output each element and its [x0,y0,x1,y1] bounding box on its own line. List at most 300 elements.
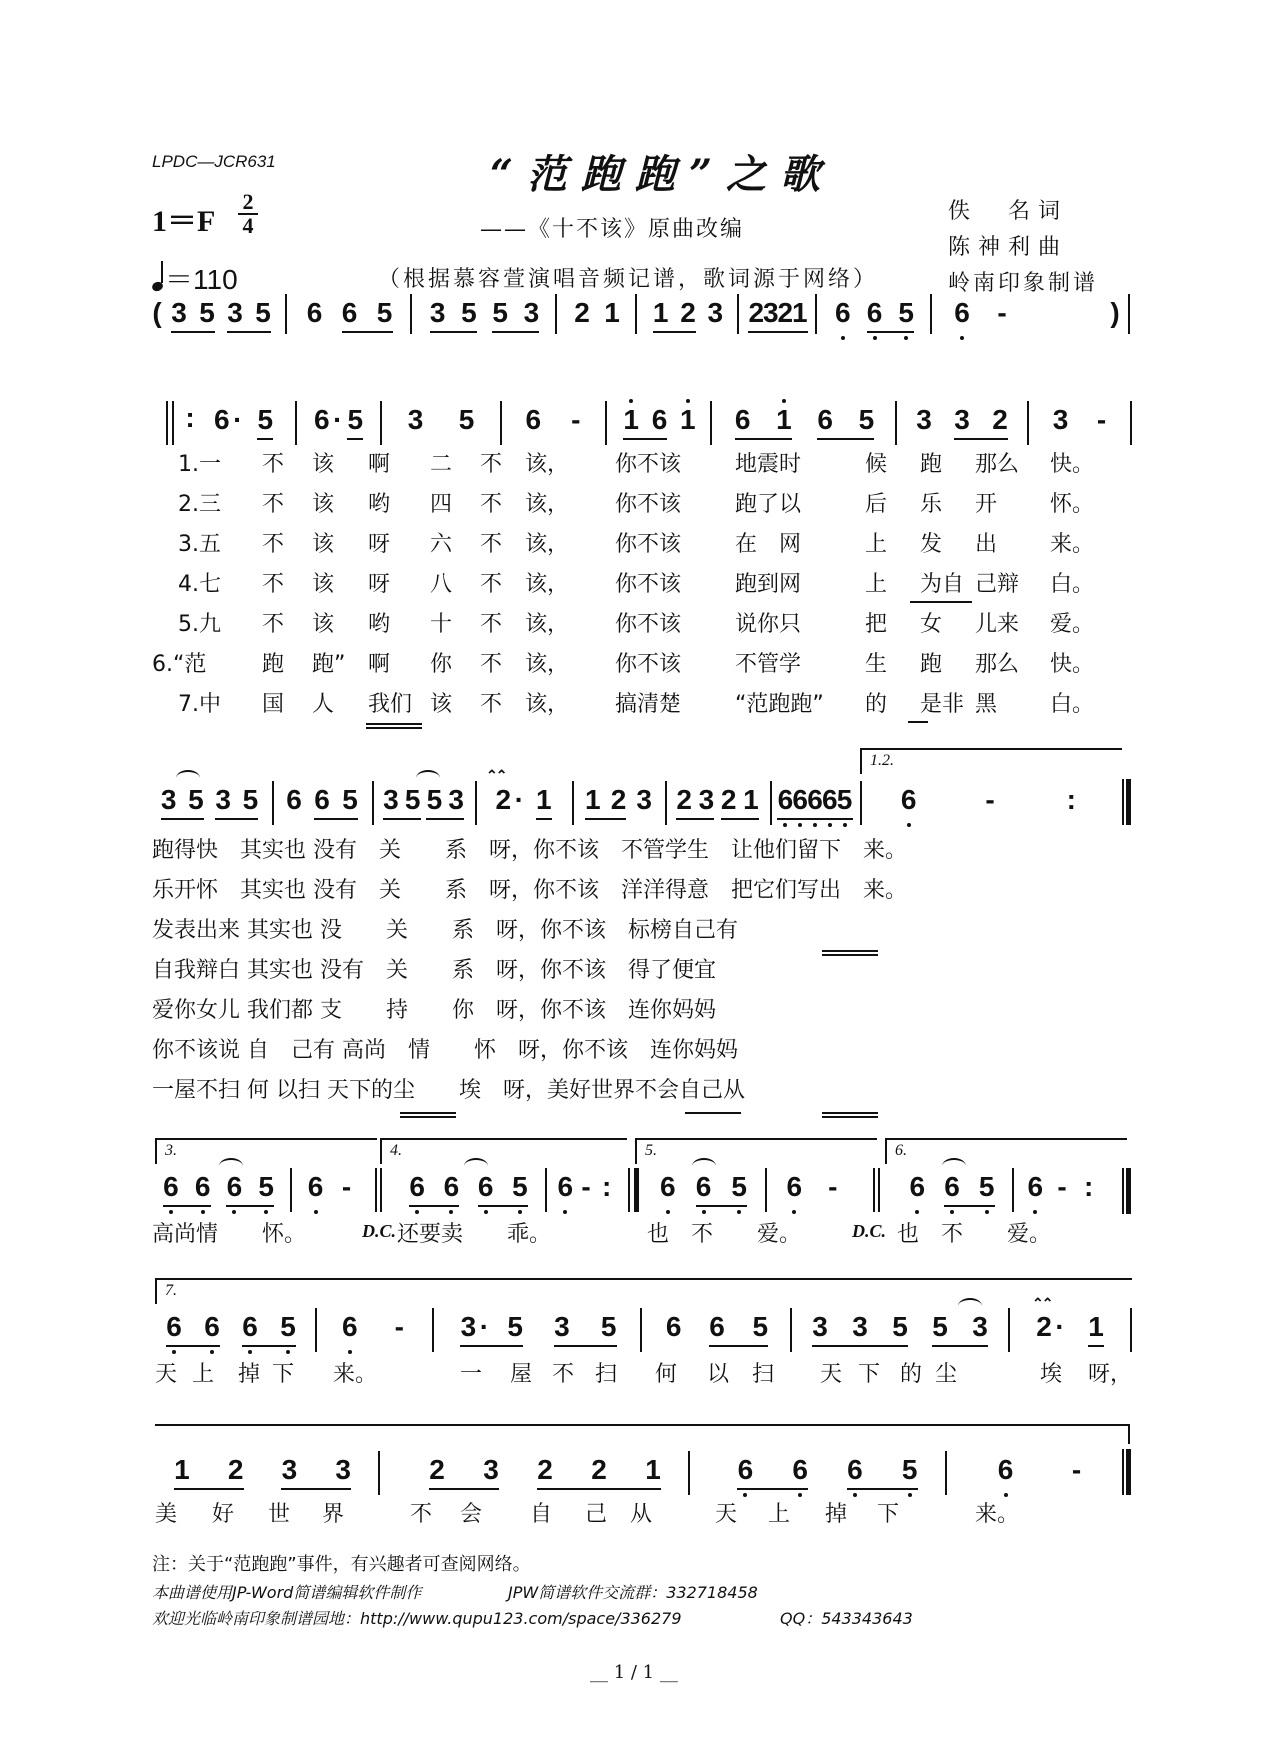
volta-bracket [635,1138,877,1164]
note: 6 [737,1454,754,1485]
barline [665,781,667,825]
barline [315,1308,317,1352]
lyric-verse-6: 不管学 [735,652,802,677]
barline [378,1451,380,1495]
barline [945,1451,947,1495]
augmentation-dot: · [233,404,243,435]
mordent-ornament: ⌃⌃ [486,768,506,784]
barline [285,294,287,334]
barline [500,401,502,445]
footer-group: JPW简谱软件交流群：332718458 [508,1583,758,1602]
barline [710,401,712,445]
low-octave-dot [210,1350,214,1354]
lyric-ending-6.: 也 不 爱。 [897,1222,1052,1247]
low-octave-dot [1004,1493,1008,1497]
note: 1 [623,404,639,435]
beam-underline [554,1345,617,1347]
note: 6 [307,1171,324,1202]
beam-underline [537,1488,661,1490]
lyric-ending-7: 来。 [975,1502,1020,1527]
volta-label: 7. [165,1282,177,1299]
note: 5 [858,404,875,435]
lyric-verse-5: 该 [312,612,335,637]
note: 5 [404,784,421,815]
beam-underline [847,1488,918,1490]
barline [628,1168,630,1212]
note: 5 [492,297,508,328]
beam-underline [492,331,539,333]
lyric-ending-7: 以 [707,1362,730,1387]
lyric-verse-7: 黑 [975,692,998,717]
barline [1012,1168,1014,1212]
low-octave-dot [985,1210,989,1214]
beam-underline [748,331,779,333]
lyric-chorus-2: 乐开怀 其实也 没有 关 系 呀，你不该 洋洋得意 把它们写出 来。 [152,878,907,903]
beam-underline [944,1205,995,1207]
lyric-verse-2: 不 [480,492,503,517]
note: 3 [916,404,932,435]
note: 3 [636,784,652,815]
lyric-ending-3.: 高尚情 怀。 [152,1222,307,1247]
lyric-double-underline [822,950,878,956]
volta-bracket [885,1138,1127,1164]
lyric-ending-7: 掉 [238,1362,261,1387]
lyric-verse-5: 儿来 [975,612,1020,637]
note: 5 [458,404,475,435]
note: 2 [429,1454,445,1485]
low-octave-dot [904,336,908,340]
lyric-ending-7: 尘 [935,1362,958,1387]
lyric-verse-4: 白。 [1050,572,1095,597]
note: 6 [954,297,970,328]
note: 3 [215,784,231,815]
low-octave-dot [915,1210,919,1214]
note: 5 [731,1171,747,1202]
low-octave-dot [232,1210,236,1214]
note: 2 [495,784,512,815]
barline [432,1308,434,1352]
dash: - [985,784,995,815]
song-title: “范跑跑”之歌 [490,151,835,198]
barline [737,294,739,334]
beam-underline [226,1205,274,1207]
note: 6 [313,404,330,435]
note: 2 [591,1454,607,1485]
lyric-verse-2: 开 [975,492,998,517]
lyric-verse-4: 上 [865,572,888,597]
note: 3 [1052,404,1069,435]
volta-label: 6. [895,1142,907,1159]
lyric-verse-4: 4.七 [178,572,221,597]
low-octave-dot [798,823,802,827]
slur [176,770,200,786]
lyric-verse-7: 国 [262,692,285,717]
barline [545,1168,547,1212]
beam-underline [932,1345,988,1347]
note: 1 [791,297,808,328]
beam-underline [342,331,393,333]
barline [688,1451,690,1495]
lyric-verse-3: 该 [312,532,335,557]
note: 6 [944,1171,960,1202]
low-octave-dot [743,1493,747,1497]
final-barline-thick [1126,779,1131,825]
lyric-ending-7: 不 [410,1502,433,1527]
lyric-verse-7: 该， [525,692,570,717]
lyric-verse-2: 乐 [920,492,943,517]
lyric-verse-1: 该， [525,452,570,477]
note: 5 [280,1311,296,1342]
lyric-verse-4: 八 [430,572,453,597]
lyric-verse-5: 不 [262,612,285,637]
lyric-extension-line [685,1112,741,1114]
note: 6 [997,1454,1014,1485]
low-octave-dot [518,1210,522,1214]
lyric-verse-3: 发 [920,532,943,557]
volta-bracket-line [155,1424,1130,1426]
barline [640,1308,642,1352]
note: 6 [909,1171,926,1202]
final-barline-thick [1126,1168,1131,1214]
note: 6 [194,1171,211,1202]
note: 5 [342,784,358,815]
lyric-verse-2: 后 [865,492,888,517]
slur [416,770,440,786]
lyric-double-underline [366,723,422,729]
low-octave-dot [449,1210,453,1214]
barline [815,294,817,334]
footer-software: 本曲谱使用JP-Word简谱编辑软件制作 [152,1583,422,1602]
beam-underline [171,331,215,333]
volta-bracket [155,1138,377,1164]
note: 2 [1036,1311,1052,1342]
beam-underline [383,818,421,820]
beam-underline [174,1488,244,1490]
lyric-verse-7: 不 [480,692,503,717]
lyric-verse-2: 2.三 [178,492,221,517]
lyric-verse-1: 二 [430,452,453,477]
lyric-verse-2: 跑了以 [735,492,802,517]
low-octave-dot [1033,1210,1037,1214]
lyric-verse-1: 啊 [368,452,391,477]
note: 3 [812,1311,828,1342]
note: 1 [743,784,759,815]
slur [942,1158,966,1174]
note: 3 [448,784,464,815]
low-octave-dot [737,1210,741,1214]
note: 6 [734,404,751,435]
barline [375,1168,377,1212]
note: 6 [306,297,323,328]
lyric-verse-6: 你 [430,652,453,677]
lyric-verse-7: 我们 [368,692,413,717]
beam-underline [623,438,667,440]
low-octave-dot [813,823,817,827]
high-octave-dot [629,399,633,403]
note: 6 [286,784,302,815]
beam-underline [347,438,363,440]
lyric-ending-7: 扫 [752,1362,775,1387]
barline [770,781,772,825]
low-octave-dot [563,1210,567,1214]
beam-underline [1088,1345,1104,1347]
note: 5 [242,784,259,815]
note: 6 [242,1311,258,1342]
note: 3 [460,1311,477,1342]
note: 6 [835,297,851,328]
beam-underline [163,1205,211,1207]
lyric-verse-2: 该， [525,492,570,517]
note: 6 [443,1171,460,1202]
tempo-marking: ＝110 [152,258,238,298]
lyric-verse-1: 该 [312,452,335,477]
note: 6 [665,1311,682,1342]
low-octave-dot [828,823,832,827]
note: 2 [610,784,627,815]
lyric-verse-5: 你不该 [615,612,682,637]
final-barline [1122,1168,1124,1214]
note: 6 [166,1311,182,1342]
beam-underline [817,438,874,440]
barline [166,401,168,445]
note: 6 [525,404,542,435]
lyric-verse-1: 1.一 [178,452,221,477]
lyric-verse-1: 那么 [975,452,1020,477]
lyric-verse-7: 是非 [920,692,965,717]
lyric-ending-7: 下 [877,1502,900,1527]
dash: - [1071,1454,1082,1485]
final-barline [1122,1449,1124,1495]
barline [860,781,862,825]
barline [878,1168,880,1212]
lyric-ending-4.: 还要卖 乖。 [397,1222,552,1247]
dash: - [997,297,1007,328]
beam-underline [460,1345,523,1347]
barline [290,1168,292,1212]
footer-welcome: 欢迎光临岭南印象制谱园地：http://www.qupu123.com/space/336279 [152,1609,682,1628]
lyric-verse-3: 上 [865,532,888,557]
barline-thick [634,1168,639,1212]
low-octave-dot [702,1210,706,1214]
note: 3 [483,1454,499,1485]
lyric-verse-6: 跑 [920,652,943,677]
note: 3 [852,1311,868,1342]
lyric-ending-7: 屋 [510,1362,533,1387]
volta-bracket-end [1128,1424,1130,1444]
lyric-verse-6: 跑 [262,652,285,677]
lyric-ending-7: 何 [655,1362,678,1387]
note: 6 [847,1454,863,1485]
note: : [1083,1171,1094,1202]
lyric-chorus-7: 一屋不扫 何 以扫 天下的尘 埃 呀，美好世界不会自己从 [152,1078,745,1103]
lyric-verse-7: 搞清楚 [615,692,682,717]
dash: - [394,1311,404,1342]
beam-underline [822,818,853,820]
volta-bracket [860,748,1122,774]
note: 5 [257,404,274,435]
note: 3 [383,784,399,815]
beam-underline [536,818,552,820]
note: 1 [776,404,792,435]
lyric-ending-7: 下 [858,1362,881,1387]
lyric-verse-4: 不 [262,572,285,597]
beam-underline [676,818,714,820]
time-signature: 2 4 [238,192,258,236]
lyric-verse-3: 出 [975,532,998,557]
lyric-verse-2: 你不该 [615,492,682,517]
lyric-verse-5: 哟 [368,612,391,637]
low-octave-dot [172,1350,176,1354]
lyric-verse-4: 为自 [920,572,965,597]
lyric-verse-7: 该 [430,692,453,717]
note: 6 [1027,1171,1044,1202]
lyric-ending-7: 界 [322,1502,345,1527]
lyric-verse-7: 人 [312,692,335,717]
note: 6 [786,1171,803,1202]
note: 5 [901,1454,918,1485]
note: 2 [680,297,696,328]
lyric-ending-7: 扫 [595,1362,618,1387]
barline [605,401,607,445]
note: 6 [777,784,794,815]
lyric-chorus-5: 爱你女儿 我们都 支 持 你 呀，你不该 连你妈妈 [152,998,716,1023]
lyric-verse-5: 女 [920,612,943,637]
lyric-verse-7: 的 [865,692,888,717]
low-octave-dot [666,1210,670,1214]
lyric-ending-7: 不 [552,1362,575,1387]
note: : [1066,784,1076,815]
page-number: __ 1 / 1 __ [590,1662,678,1683]
beam-underline [478,1205,528,1207]
lyric-ending-7: 一 [460,1362,483,1387]
volta-bracket [155,1278,1132,1304]
barline [272,781,274,825]
lyric-ending-7: 下 [272,1362,295,1387]
barline [635,294,637,334]
volta-label: 4. [390,1142,402,1159]
note: 5 [188,784,204,815]
lyric-verse-4: 该 [312,572,335,597]
low-octave-dot [798,1493,802,1497]
note: 3 [429,297,446,328]
open-paren: ( [152,297,162,328]
dash: - [1057,1171,1067,1202]
beam-underline [409,1205,459,1207]
lyric-verse-6: 该， [525,652,570,677]
low-octave-dot [348,1350,352,1354]
low-octave-dot [783,823,787,827]
lyric-verse-6: 不 [480,652,503,677]
lyric-ending-7: 来。 [333,1362,378,1387]
lyric-extension-line [910,601,972,603]
beam-underline [709,1345,768,1347]
lyric-verse-1: 快。 [1050,452,1095,477]
lyric-verse-3: 你不该 [615,532,682,557]
footer-qq: QQ：543343643 [780,1609,913,1628]
augmentation-dot: · [333,404,343,435]
slur [219,1158,243,1174]
note: 5 [600,1311,617,1342]
lyric-ending-7: 天 [820,1362,843,1387]
lyric-verse-2: 怀。 [1050,492,1095,517]
barline [1130,1308,1132,1352]
note: 3 [160,784,177,815]
note: 2 [227,1454,244,1485]
lyric-ending-7: 上 [192,1362,215,1387]
augmentation-dot: · [1055,1311,1065,1342]
arranger-credit: 岭南印象制谱 [948,271,1099,296]
low-octave-dot [286,1350,290,1354]
beam-underline [812,1345,908,1347]
source-note: （根据慕容萱演唱音频记谱，歌词源于网络） [378,267,879,292]
note: 6 [651,404,668,435]
note: 1 [585,784,601,815]
barline [572,781,574,825]
note: 2 [777,297,794,328]
lyric-verse-4: 跑到网 [735,572,802,597]
note: 5 [978,1171,995,1202]
note: 6 [341,297,358,328]
beam-underline [696,1205,748,1207]
lyric-verse-5: 该， [525,612,570,637]
beam-underline [314,818,358,820]
lyric-chorus-1: 跑得快 其实也 没有 关 系 呀，你不该 不管学生 让他们留下 来。 [152,838,907,863]
lyric-verse-6: 跑” [312,652,346,677]
barline [1130,401,1132,445]
augmentation-dot: · [479,1311,490,1342]
note: 5 [347,404,364,435]
lyric-verse-3: 3.五 [178,532,221,557]
lyric-verse-1: 跑 [920,452,943,477]
lyric-verse-3: 不 [480,532,503,557]
lyric-verse-5: 爱。 [1050,612,1095,637]
barline [1008,1308,1010,1352]
low-octave-dot [792,1210,796,1214]
note: 2 [720,784,737,815]
note: 3 [227,297,243,328]
note: 3 [281,1454,298,1485]
note: 5 [512,1171,528,1202]
lyric-double-underline [400,1112,456,1118]
low-octave-dot [484,1210,488,1214]
lyric-verse-5: 不 [480,612,503,637]
lyric-verse-3: 来。 [1050,532,1095,557]
lyric-verse-6: 啊 [368,652,391,677]
low-octave-dot [908,1493,912,1497]
repeat-dots: : [185,402,195,433]
dash: - [571,404,581,435]
composer-credit: 陈神利曲 [948,235,1069,260]
lyric-verse-7: 7.中 [178,692,221,717]
lyric-ending-7: 好 [212,1502,235,1527]
note: 6 [695,1171,712,1202]
low-octave-dot [201,1210,205,1214]
note: 6 [213,404,230,435]
beam-underline [227,331,271,333]
lyric-verse-4: 不 [480,572,503,597]
note: 6 [226,1171,243,1202]
lyric-verse-7: “范跑跑” [735,692,824,717]
da-capo-marking: D.C. [852,1221,887,1241]
slur [958,1298,982,1314]
beam-underline [281,1488,351,1490]
lyric-verse-6: 你不该 [615,652,682,677]
lyric-verse-2: 不 [262,492,285,517]
mordent-ornament: ⌃⌃ [1032,1296,1052,1312]
lyric-ending-7: 天 [155,1362,178,1387]
barline [410,294,412,334]
note: 3 [762,297,779,328]
